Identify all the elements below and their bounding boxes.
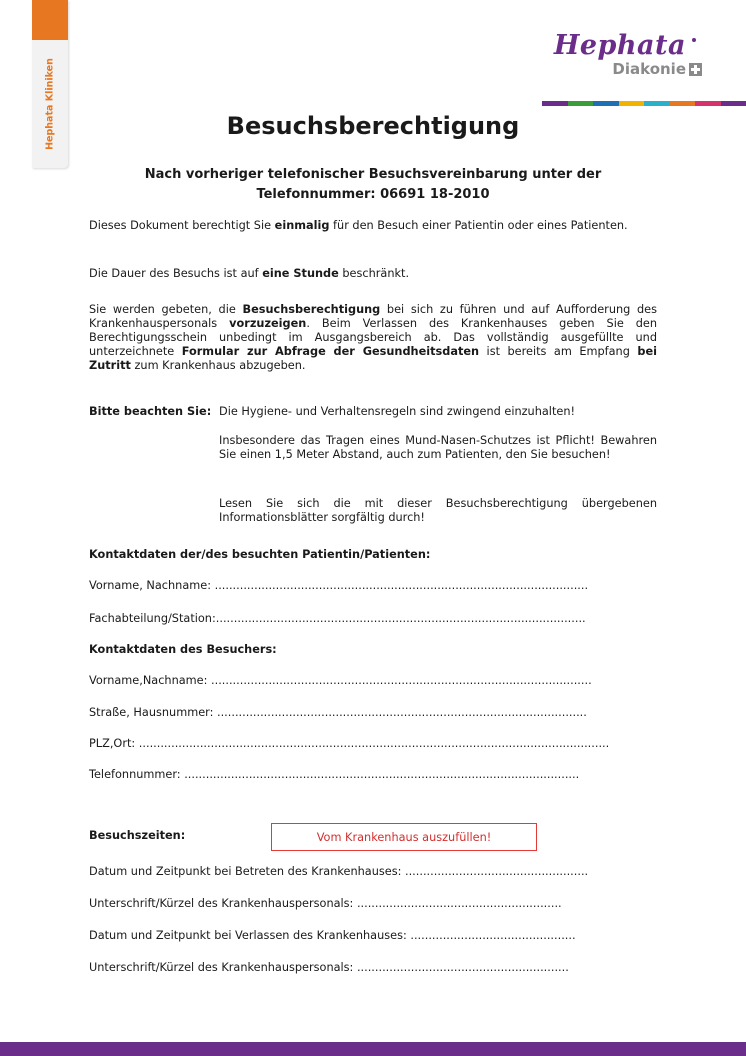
hospital-fill-notice: Vom Krankenhaus auszufüllen! — [271, 823, 537, 851]
stripe-segment — [593, 101, 619, 106]
visitor-street-field[interactable]: Straße, Hausnummer: ....................................................................................................... — [89, 706, 587, 719]
side-tab — [32, 0, 68, 168]
subtitle-line2: Telefonnummer: 06691 18-2010 — [256, 187, 490, 202]
paragraph-duration: Die Dauer des Besuchs ist auf eine Stunde beschränkt. — [89, 267, 410, 280]
logo-sub: Diakonie — [612, 60, 686, 78]
visitor-name-field[interactable]: Vorname,Nachname: .......................................................................................................... — [89, 674, 592, 687]
note-hygiene: Die Hygiene- und Verhaltensregeln sind zwingend einzuhalten! — [219, 405, 576, 418]
note-info-sheets: Lesen Sie sich die mit dieser Besuchsberechtigung übergebenen Informationsblätter sorgfältig durch! — [219, 497, 657, 524]
footer-bar — [0, 1042, 746, 1056]
visitor-zip-city-field[interactable]: PLZ,Ort: ................................................................................................................................... — [89, 737, 610, 750]
visitor-heading: Kontaktdaten des Besuchers: — [89, 643, 277, 656]
paragraph-validity: Dieses Dokument berechtigt Sie einmalig für den Besuch einer Patientin oder eines Patienten. — [89, 219, 628, 232]
note-mask: Insbesondere das Tragen eines Mund-Nasen-Schutzes ist Pflicht! Bewahren Sie einen 1,5 Meter Abstand, auch zum Patienten, den Sie besuchen! — [219, 434, 657, 461]
hephata-logo — [530, 22, 710, 84]
stripe-segment — [695, 101, 721, 106]
stripe-segment — [619, 101, 645, 106]
notes-label: Bitte beachten Sie: — [89, 405, 212, 418]
logo-dot — [692, 38, 696, 42]
stripe-segment — [568, 101, 594, 106]
exit-time-field[interactable]: Datum und Zeitpunkt bei Verlassen des Krankenhauses: .............................................. — [89, 929, 576, 942]
side-tab-label: Hephata Kliniken — [44, 58, 56, 150]
page-title: Besuchsberechtigung — [226, 112, 520, 140]
stripe-segment — [721, 101, 746, 106]
entry-signature-field[interactable]: Unterschrift/Kürzel des Krankenhauspersonals: ......................................................... — [89, 897, 562, 910]
logo-brand: Hephata — [553, 30, 686, 61]
patient-name-field[interactable]: Vorname, Nachname: ........................................................................................................ — [89, 579, 589, 592]
paragraph-instructions: Sie werden gebeten, die Besuchsberechtigung bei sich zu führen und auf Aufforderung des Krankenhauspersonals vorzuzeigen. Beim Verlassen des Krankenhauses geben Sie den Berechtigungsschein unbedingt im Ausgangsbereich ab. Das vollständig ausgefüllte und unterzeichnete Formular zur Abfrage der Gesundheitsdaten ist bereits am Empfang bei Zutritt zum Krankenhaus abzugeben. — [89, 303, 657, 372]
visitor-phone-field[interactable]: Telefonnummer: .............................................................................................................. — [89, 768, 580, 781]
stripe-segment — [542, 101, 568, 106]
diakonie-cross-icon — [689, 63, 702, 76]
stripe-segment — [644, 101, 670, 106]
stripe-segment — [670, 101, 696, 106]
subtitle-line1: Nach vorheriger telefonischer Besuchsvereinbarung unter der — [144, 167, 602, 182]
patient-department-field[interactable]: Fachabteilung/Station:....................................................................................................... — [89, 612, 586, 625]
side-tab-accent — [32, 0, 68, 40]
subtitle — [90, 165, 656, 205]
exit-signature-field[interactable]: Unterschrift/Kürzel des Krankenhauspersonals: ........................................................... — [89, 961, 569, 974]
color-stripe — [542, 101, 746, 106]
visit-times-heading: Besuchszeiten: — [89, 829, 186, 842]
patient-heading: Kontaktdaten der/des besuchten Patientin/Patienten: — [89, 548, 431, 561]
entry-time-field[interactable]: Datum und Zeitpunkt bei Betreten des Krankenhauses: ................................................... — [89, 865, 589, 878]
